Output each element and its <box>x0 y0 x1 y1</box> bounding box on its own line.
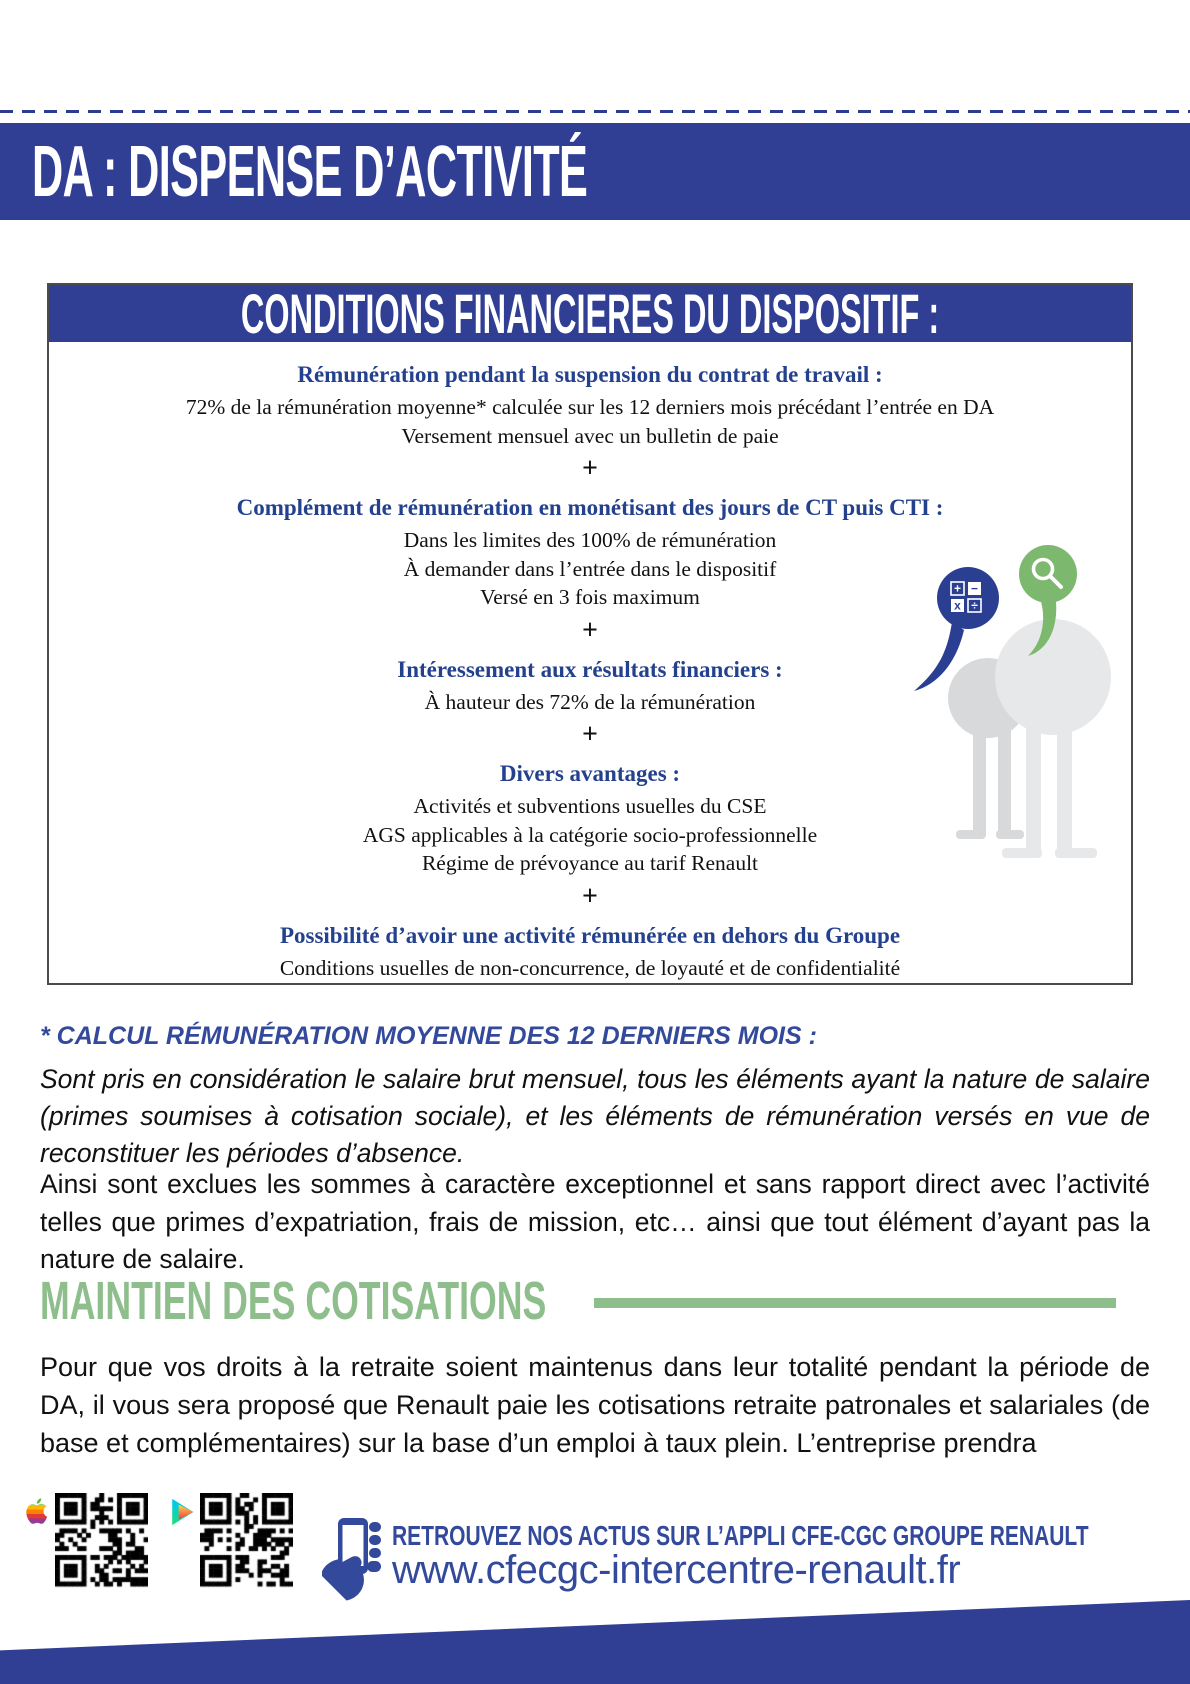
maintien-heading: MAINTIEN DES COTISATIONS <box>40 1271 547 1331</box>
box-section-line: 72% de la rémunération moyenne* calculée sur les 12 derniers mois précédant l’entrée en DA <box>185 395 995 419</box>
plus-separator: + <box>582 614 598 646</box>
calc-note-body: Sont pris en considération le salaire brut mensuel, tous les éléments ayant la nature de salaire (primes soumises à cotisation sociale), et les éléments de rémunération versés en vue de reconstituer les périodes d’absence. <box>40 1064 1150 1168</box>
box-section-heading: Intéressement aux résultats financiers : <box>397 656 783 682</box>
footer-url-link[interactable]: www.cfecgc-intercentre-renault.fr <box>392 1548 961 1592</box>
box-section-heading: Complément de rémunération en monétisant des jours de CT puis CTI : <box>236 495 944 520</box>
multiply-symbol: x <box>954 598 961 613</box>
bottom-angled-band <box>0 1600 1190 1684</box>
box-section-heading: Possibilité d’avoir une activité rémunérée en dehors du Groupe <box>279 922 901 948</box>
plus-separator: + <box>582 880 598 912</box>
divide-symbol: ÷ <box>971 598 978 613</box>
phone-app-icon <box>322 1516 384 1604</box>
box-section-line: À hauteur des 72% de la rémunération <box>424 689 756 714</box>
minus-symbol: − <box>970 581 979 596</box>
calc-note-heading: * CALCUL RÉMUNÉRATION MOYENNE DES 12 DERNIERS MOIS : <box>40 1022 817 1050</box>
plus-symbol: + <box>953 581 962 596</box>
box-section-line: Versement mensuel avec un bulletin de paie <box>401 423 779 448</box>
calc-note-section <box>40 1022 1150 1172</box>
box-section-heading: Divers avantages : <box>499 761 681 786</box>
box-section-line: À demander dans l’entrée dans le dispositif <box>403 556 777 581</box>
conditions-box-header <box>49 282 1131 345</box>
box-section-line: Versé en 3 fois maximum <box>480 585 700 609</box>
plus-separator: + <box>582 453 598 484</box>
page-banner <box>0 123 1190 220</box>
box-section-line: AGS applicables à la catégorie socio-professionnelle <box>362 822 818 847</box>
conditions-box-title: CONDITIONS FINANCIERES DU DISPOSITIF : <box>240 282 940 345</box>
apple-logo <box>24 1497 48 1527</box>
pension-paragraph: Pour que vos droits à la retraite soient maintenus dans leur totalité pendant la période de DA, il vous sera proposé que Renault paie les cotisations retraite patronales et salariales (de base et complémentaires) sur la base d’un emploi à taux plein. L’entreprise prendra <box>40 1352 1150 1458</box>
box-section-heading: Rémunération pendant la suspension du contrat de travail : <box>297 362 883 387</box>
box-section-line: Activités et subventions usuelles du CSE <box>413 794 767 818</box>
exclusion-paragraph: Ainsi sont exclues les sommes à caractère exceptionnel et sans rapport direct avec l’activité telles que primes d’expatriation, frais de mission, etc… ainsi que tout élément d’ayant pas la nature de salaire. <box>40 1169 1150 1274</box>
qr-code-ios-app <box>55 1493 148 1590</box>
torn-edge-dashed-line <box>0 110 1190 113</box>
figure-front <box>995 619 1111 858</box>
box-section-line: Dans les limites des 100% de rémunération <box>403 528 777 552</box>
page-title: DA : DISPENSE D’ACTIVITÉ <box>32 131 588 212</box>
qr-code-android-app <box>200 1493 293 1590</box>
box-section-line: Conditions usuelles de non-concurrence, de loyauté et de confidentialité <box>279 955 901 980</box>
green-divider-line <box>594 1298 1116 1308</box>
discussion-illustration <box>860 540 1190 880</box>
box-section-line: Régime de prévoyance au tarif Renault <box>421 851 759 875</box>
plus-separator: + <box>582 719 598 750</box>
footer-tagline: RETROUVEZ NOS ACTUS SUR L’APPLI CFE-CGC GROUPE RENAULT <box>392 1520 1089 1551</box>
google-play-logo <box>170 1498 196 1526</box>
